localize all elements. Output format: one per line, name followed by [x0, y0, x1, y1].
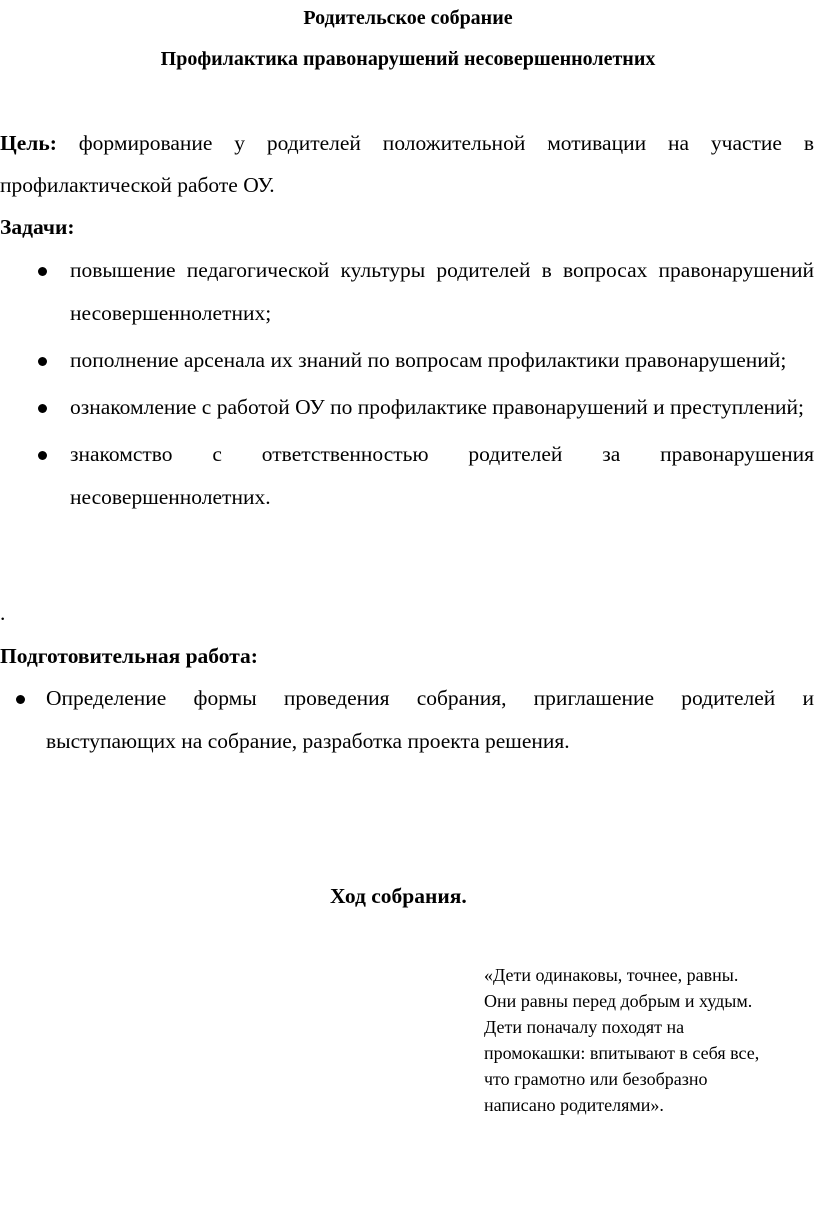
tasks-list	[0, 249, 816, 523]
preparation-list	[0, 677, 816, 763]
list-item	[0, 386, 814, 429]
list-item	[0, 249, 814, 335]
bullet-icon	[38, 357, 47, 366]
bullet-icon	[16, 695, 25, 704]
bullet-icon	[38, 404, 47, 413]
document-title: Родительское собрание	[303, 7, 513, 29]
separator-dot: .	[0, 601, 6, 625]
tasks-heading: Задачи:	[0, 215, 75, 239]
epigraph-quote: «Дети одинаковы, точнее, равны. Они равны перед добрым и худым. Дети поначалу походят на промокашки: впитывают в себя все, что грамотно или безобразно написано родителями».	[484, 965, 760, 1115]
goal-paragraph	[0, 122, 814, 206]
bullet-icon	[38, 267, 47, 276]
list-item	[0, 339, 814, 382]
goal-label: Цель:	[0, 131, 57, 155]
goal-text: формирование у родителей положительной мотивации на участие в профилактической работе ОУ.	[0, 131, 814, 197]
task-text: пополнение арсенала их знаний по вопросам профилактики правонарушений;	[70, 348, 787, 372]
document-subtitle: Профилактика правонарушений несовершеннолетних	[160, 48, 656, 70]
task-text: повышение педагогической культуры родителей в вопросах правонарушений несовершеннолетних;	[70, 258, 814, 325]
bullet-icon	[38, 451, 47, 460]
list-item	[0, 433, 814, 519]
list-item	[0, 677, 814, 763]
task-text: знакомство с ответственностью родителей за правонарушения несовершеннолетних.	[70, 442, 814, 509]
preparation-text: Определение формы проведения собрания, приглашение родителей и выступающих на собрание, разработка проекта решения.	[46, 686, 814, 753]
task-text: ознакомление с работой ОУ по профилактике правонарушений и преступлений;	[70, 395, 805, 419]
section-title: Ход собрания.	[330, 884, 467, 908]
preparation-heading: Подготовительная работа:	[0, 644, 258, 668]
